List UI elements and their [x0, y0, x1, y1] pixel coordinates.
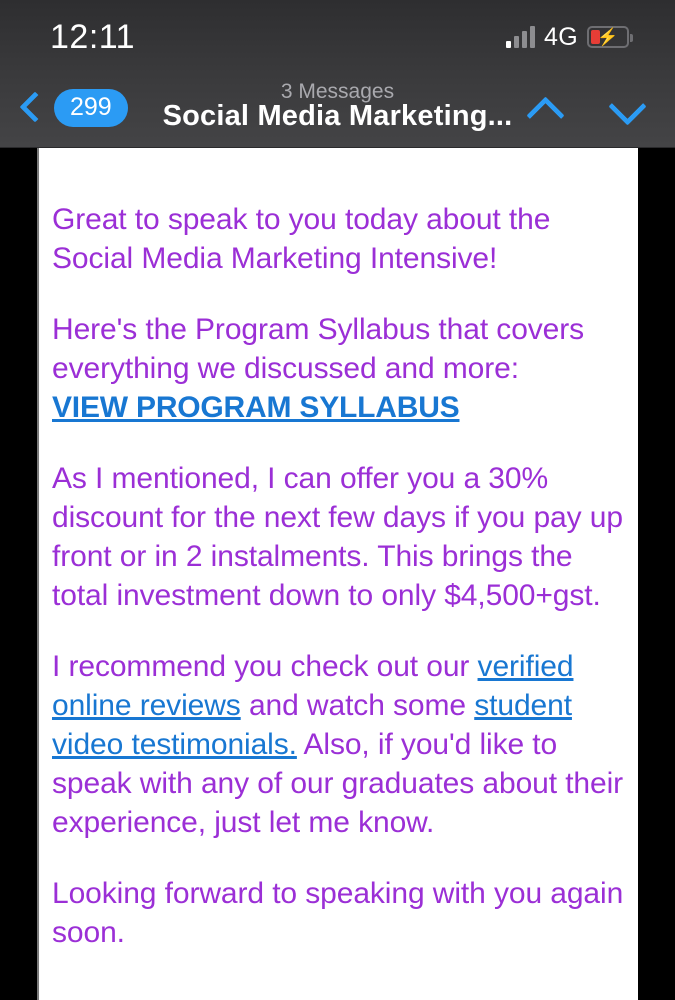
message-navigation	[525, 92, 649, 126]
mail-nav-bar	[0, 74, 675, 148]
signal-bars-icon	[506, 26, 535, 48]
reviews-text-middle: and watch some	[240, 689, 475, 722]
network-type-label: 4G	[544, 22, 578, 51]
email-content	[39, 148, 638, 952]
paragraph-closing: Looking forward to speaking with you again soon.	[52, 877, 624, 949]
chevron-up-icon[interactable]	[525, 92, 567, 126]
status-bar	[0, 0, 675, 74]
status-indicators	[506, 23, 629, 52]
chevron-down-icon[interactable]	[607, 92, 649, 126]
back-button[interactable]	[18, 88, 128, 128]
chevron-left-icon[interactable]	[18, 88, 44, 128]
charging-bolt-icon: ⚡	[597, 27, 619, 47]
battery-charging-icon	[587, 26, 629, 48]
paragraph-syllabus	[52, 310, 624, 427]
verified-online-reviews-link[interactable]: verified online reviews	[52, 650, 574, 722]
paragraph-syllabus-text: Here's the Program Syllabus that covers everything we discussed and more:	[52, 313, 585, 385]
page-title: Social Media Marketing...	[162, 100, 513, 132]
reviews-text-tail: Also, if you'd like to speak with any of our graduates about their experience, just let me know.	[52, 728, 624, 839]
message-count-label: 3 Messages	[280, 80, 395, 103]
email-body[interactable]	[37, 148, 638, 1000]
paragraph-discount: As I mentioned, I can offer you a 30% discount for the next few days if you pay up front or in 2 instalments. This brings the total investment down to only $4,500+gst.	[52, 462, 623, 612]
reviews-text-lead: I recommend you check out our	[52, 650, 478, 683]
paragraph-reviews	[52, 647, 624, 842]
view-program-syllabus-link[interactable]: VIEW PROGRAM SYLLABUS	[52, 391, 460, 424]
paragraph-greeting: Great to speak to you today about the Social Media Marketing Intensive!	[52, 203, 551, 275]
status-clock: 12:11	[50, 17, 136, 56]
unread-count-badge[interactable]: 299	[54, 89, 128, 128]
student-video-testimonials-link[interactable]: student video testimonials.	[52, 689, 572, 761]
